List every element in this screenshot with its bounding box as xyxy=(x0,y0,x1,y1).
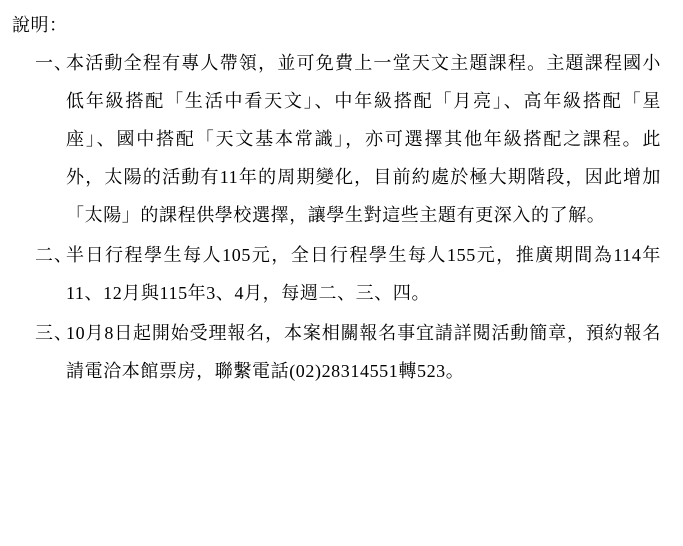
list-item-text xyxy=(66,236,673,312)
list-item xyxy=(10,236,673,312)
page-title: 說明： xyxy=(12,15,68,35)
list-item-paragraph: 10月8日起開始受理報名，本案相關報名事宜請詳閱活動簡章，預約報名請電洽本館票房，聯繫電話(02)28314551轉523。 xyxy=(66,323,661,381)
list-item xyxy=(10,314,673,390)
list-item-marker: 三、 xyxy=(35,323,73,343)
list-item-marker: 二、 xyxy=(35,245,73,265)
list-item xyxy=(10,44,673,234)
list-item-paragraph: 本活動全程有專人帶領，並可免費上一堂天文主題課程。主題課程國小低年級搭配「生活中看天文」、中年級搭配「月亮」、高年級搭配「星座」、國中搭配「天文基本常識」，亦可選擇其他年級搭配之課程。此外，太陽的活動有11年的周期變化，目前約處於極大期階段，因此增加「太陽」的課程供學校選擇，讓學生對這些主題有更深入的了解。 xyxy=(66,53,661,225)
list-item-text xyxy=(66,314,673,390)
list-item-paragraph: 半日行程學生每人105元，全日行程學生每人155元，推廣期間為114年11、12月與115年3、4月，每週二、三、四。 xyxy=(66,245,661,303)
list-item-marker: 一、 xyxy=(35,53,73,73)
list-item-text xyxy=(66,44,673,234)
